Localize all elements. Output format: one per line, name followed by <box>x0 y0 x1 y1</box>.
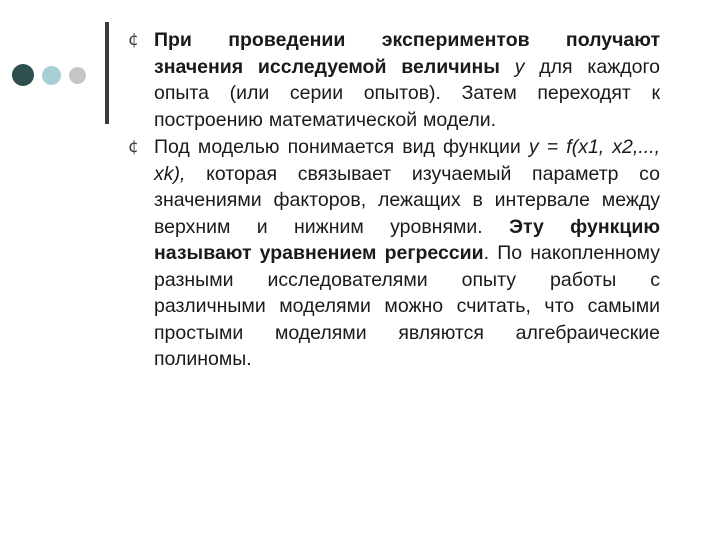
text-span: которая связывает изучаемый параметр со значениями факторов, лежащих в интервале между верхним и нижним уровнями. <box>154 162 660 238</box>
text-span: Под моделью понимается вид функции <box>154 136 529 158</box>
text-span: . По накопленному разными исследователями опыту работы с различными моделями можно считать, что самыми простыми моделями являются алгебраические полиномы. <box>154 242 660 370</box>
bullet-text-2 <box>154 134 660 373</box>
bullet-item-2 <box>128 134 660 373</box>
decor-dark-dot <box>12 64 34 86</box>
bullet-text-1 <box>154 27 660 133</box>
bullet-item-1 <box>128 27 660 133</box>
bold-phrase: При проведении экспериментов получают значения исследуемой величины <box>154 29 660 78</box>
text-span: для каждого опыта (или серии опытов). Затем переходят к построению математической модели. <box>154 55 660 131</box>
bullet-icon: ¢ <box>128 30 139 50</box>
decor-teal-dot <box>42 66 61 85</box>
italic-variable: y <box>514 55 525 78</box>
bold-phrase: Эту функцию называют уравнением регрессии <box>154 215 660 264</box>
decor-gray-dot <box>69 67 86 84</box>
bullet-icon: ¢ <box>128 137 139 157</box>
slide-content <box>128 27 660 374</box>
italic-formula: y = f(x1, x2,..., xk), <box>154 136 660 185</box>
text-span <box>500 56 515 78</box>
decor-vertical-line <box>105 22 109 124</box>
